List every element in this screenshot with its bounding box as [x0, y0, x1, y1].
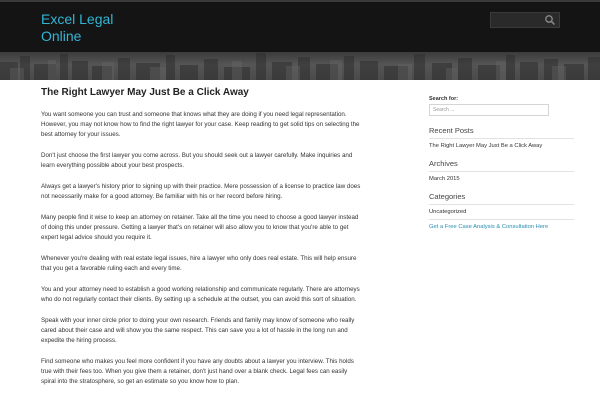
- post-paragraph: Don't just choose the first lawyer you come across. But you should seek out a lawyer carefully. Make inquiries and learn everything possible about your best prospects.: [41, 152, 353, 169]
- archives-title: Archives: [429, 159, 458, 168]
- post-paragraph: Find someone who makes you feel more confident if you have any doubts about a lawyer you interview. This holds true with their fees too. When you give them a retainer, don't just hand over a blank check. Legal fees can easily spiral into the stratosphere, so get an estimate so you know how to plan.: [41, 358, 354, 385]
- post-paragraph: Always get a lawyer's history prior to signing up with their practice. Mere possession of a license to practice law does not necessarily make for a good attorney. Be familiar with his or her record before hiring.: [41, 183, 361, 200]
- sidebar-search-input[interactable]: Search ...: [429, 104, 549, 116]
- category-link[interactable]: Uncategorized: [429, 209, 467, 215]
- header-search-input[interactable]: [490, 12, 560, 28]
- search-label: Search for:: [429, 96, 459, 102]
- post-title[interactable]: The Right Lawyer May Just Be a Click Away: [41, 87, 249, 98]
- post-paragraph: Speak with your inner circle prior to doing your own research. Friends and family may know of someone who really cared about their case and will show you the same respect. This can save you a lot of hassle in the long run and expedite the hiring process.: [41, 317, 355, 344]
- divider: [429, 204, 574, 205]
- post-paragraph: Many people find it wise to keep an attorney on retainer. Take all the time you need to choose a good lawyer instead of doing this under pressure. Getting a lawyer that's on retainer will also allow you to know that you're able to get expert legal advice should you require it.: [41, 214, 359, 241]
- recent-posts-title: Recent Posts: [429, 126, 474, 135]
- skyline-image: [0, 52, 600, 80]
- site-header: [0, 0, 600, 52]
- divider: [429, 171, 574, 172]
- skyline-banner: [0, 52, 600, 80]
- post-paragraph: You and your attorney need to establish a good working relationship and communicate regularly. There are attorneys who do not regularly contact their clients. By setting up a schedule at the outset, you can avoid this sort of situation.: [41, 286, 360, 303]
- post-paragraph: Whenever you're dealing with real estate legal issues, hire a lawyer who only does real estate. This will help ensure that you get a favorable ruling each and every time.: [41, 255, 357, 272]
- categories-title: Categories: [429, 192, 466, 201]
- site-title[interactable]: Excel Legal Online: [41, 11, 114, 44]
- divider: [429, 138, 574, 139]
- divider: [429, 219, 574, 220]
- promo-link[interactable]: Get a Free Case Analysis & Consultation Here: [429, 224, 549, 230]
- sidebar: [429, 96, 569, 232]
- post-content: [41, 86, 361, 398]
- recent-post-link[interactable]: The Right Lawyer May Just Be a Click Away: [429, 143, 543, 149]
- archive-link[interactable]: March 2015: [429, 176, 460, 182]
- search-icon[interactable]: [544, 14, 556, 26]
- post-paragraph: You want someone you can trust and someone that knows what they are doing if you need legal representation. However, you may not know how to find the right lawyer for your case. Keep reading to get solid tips on selecting the best attorney for your issues.: [41, 111, 360, 138]
